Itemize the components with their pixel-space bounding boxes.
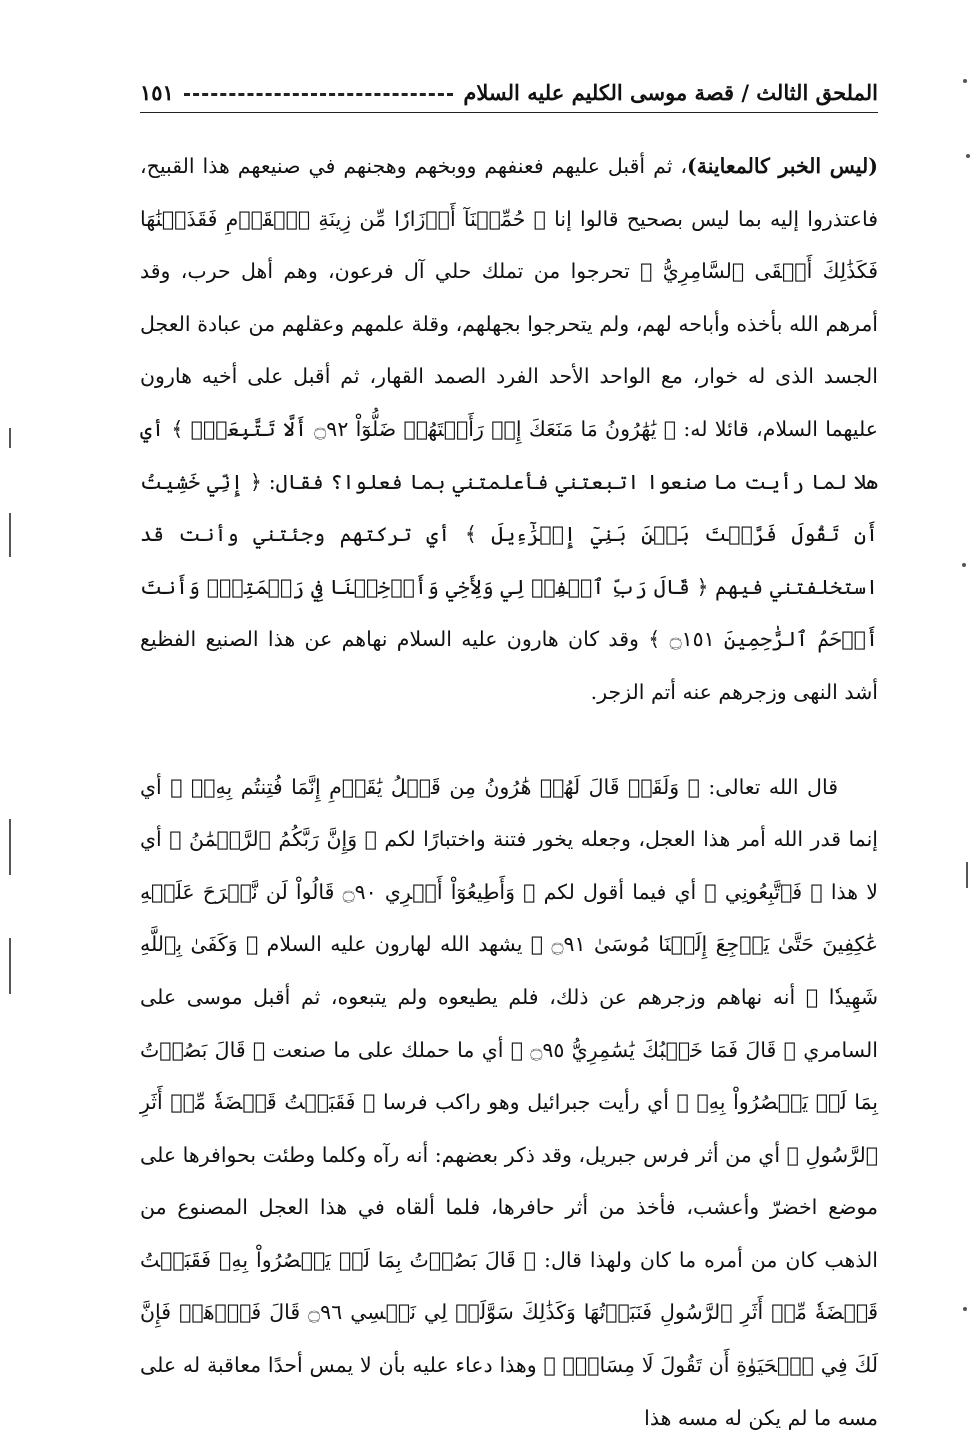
header-dot-leader [184, 93, 454, 96]
margin-line-mark [9, 819, 11, 875]
margin-line-mark [9, 513, 11, 557]
margin-line-mark [9, 428, 11, 448]
margin-line-mark [966, 862, 968, 888]
paragraph-2: قال الله تعالى: ﴿ وَلَقَدۡ قَالَ لَهُمۡ هَٰرُونُ مِن قَبۡلُ يَٰقَوۡمِ إِنَّمَا فُتِنتُم بِهِۦۖ ﴾ أي إنما قدر الله أمر هذا العجل، وجعله يخور فتنة واختبارًا لكم ﴿ وَإِنَّ رَبَّكُمُ ٱلرَّحۡمَٰنُ ﴾ أي لا هذا ﴿ فَٱتَّبِعُونِي ﴾ أي فيما أقول لكم ﴿ وَأَطِيعُوٓاْ أَمۡرِي ۝٩٠ قَالُواْ لَن نَّبۡرَحَ عَلَيۡهِ عَٰكِفِينَ حَتَّىٰ يَرۡجِعَ إِلَيۡنَا مُوسَىٰ ۝٩١ ﴾ يشهد الله لهارون عليه السلام ﴿ وَكَفَىٰ بِٱللَّهِ شَهِيدٗا ﴾ أنه نهاهم وزجرهم عن ذلك، فلم يطيعوه ولم يتبعوه، ثم أقبل موسى على السامري ﴿ قَالَ فَمَا خَطۡبُكَ يَٰسَٰمِرِيُّ ۝٩٥ ﴾ أي ما حملك على ما صنعت ﴿ قَالَ بَصُرۡتُ بِمَا لَمۡ يَبۡصُرُواْ بِهِۦ ﴾ أي رأيت جبرائيل وهو راكب فرسا ﴿ فَقَبَضۡتُ قَبۡضَةٗ مِّنۡ أَثَرِ ٱلرَّسُولِ ﴾ أي من أثر فرس جبريل، وقد ذكر بعضهم: أنه رآه وكلما وطئت بحوافرها على موضع اخضرّ وأعشب، فأخذ من أثر حافرها، فلما ألقاه في هذا العجل المصنوع من الذهب كان من أمره ما كان ولهذا قال: ﴿ قَالَ بَصُرۡتُ بِمَا لَمۡ يَبۡصُرُواْ بِهِۦ فَقَبَضۡتُ قَبۡضَةٗ مِّنۡ أَثَرِ ٱلرَّسُولِ فَنَبَذۡتُهَا وَكَذَٰلِكَ سَوَّلَتۡ لِي نَفۡسِي ۝٩٦ قَالَ فَٱذۡهَبۡ فَإِنَّ لَكَ فِي ٱلۡحَيَوٰةِ أَن تَقُولَ لَا مِسَاسَۖ ﴾ وهذا دعاء عليه بأن لا يمس أحدًا معاقبة له على مسه ما لم يكن له مسه هذا [140, 774, 879, 1430]
paragraph-1-lead: (ليس الخبر كالمعاينة) [687, 154, 878, 178]
chapter-title: الملحق الثالث / قصة موسى الكليم عليه السلام [463, 79, 878, 105]
running-header [140, 72, 878, 113]
margin-dot-mark [963, 79, 967, 83]
margin-dot-mark [962, 563, 966, 567]
paragraph-1 [140, 140, 878, 719]
paragraph-1-text: ، ثم أقبل عليهم فعنفهم ووبخهم وهجنهم في صنيعهم هذا القبيح، فاعتذروا إليه بما ليس بصحيح قالوا إنا ﴿ حُمِّلۡنَآ أَوۡزَارٗا مِّن زِينَةِ ٱلۡقَوۡمِ فَقَذَفۡنَٰهَا فَكَذَٰلِكَ أَلۡقَى ٱلسَّامِرِيُّ ﴾ تحرجوا من تملك حلي آل فرعون، وهم أهل حرب، وقد أمرهم الله بأخذه وأباحه لهم، ولم يتحرجوا بجهلهم، وقلة علمهم وعقلهم من عبادة العجل الجسد الذى له خوار، مع الواحد الأحد الفرد الصمد القهار، ثم أقبل على أخيه هارون عليهما السلام، قائلا له: ﴿ يَٰهَٰرُونُ مَا مَنَعَكَ إِذۡ رَأَيۡتَهُمۡ ضَلُّوٓاْ ۝٩٢ أَلَّا تَتَّبِعَنِۖ ﴾ أي هلا لما رأيت ما صنعوا اتبعتني فأعلمتني بما فعلوا؟ فقال: ﴿ إِنِّي خَشِيتُ أَن تَقُولَ فَرَّقۡتَ بَيۡنَ بَنِيٓ إِسۡرَٰٓءِيلَ ﴾ أي تركتهم وجئتني وأنت قد استخلفتني فيهم ﴿ قَالَ رَبِّ ٱغۡفِرۡ لِي وَلِأَخِي وَأَدۡخِلۡنَا فِي رَحۡمَتِكَۖ وَأَنتَ أَرۡحَمُ ٱلرَّٰحِمِينَ ۝١٥١ ﴾ وقد كان هارون عليه السلام نهاهم عن هذا الصنيع الفظيع أشد النهى وزجرهم عنه أتم الزجر. [140, 154, 879, 704]
margin-line-mark [9, 938, 11, 994]
margin-dot-mark [966, 154, 970, 158]
margin-dot-mark [963, 1307, 967, 1311]
page-body [140, 140, 878, 1444]
page-number: ١٥١ [140, 79, 174, 105]
